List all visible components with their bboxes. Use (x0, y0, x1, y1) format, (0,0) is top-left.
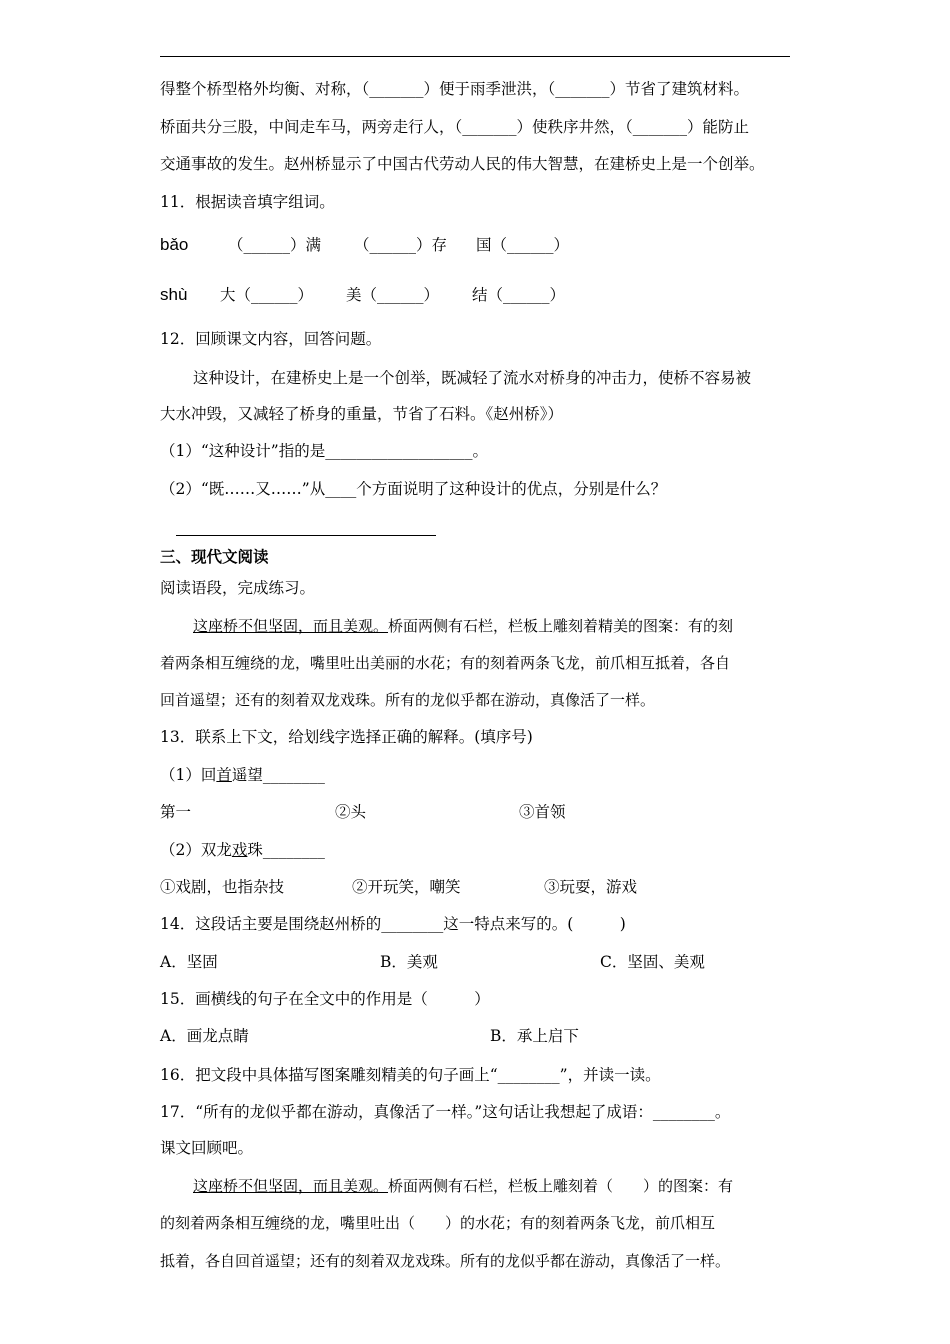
q13-1-option-3[interactable]: ③首领 (519, 803, 566, 821)
q15-option-a[interactable]: A．画龙点睛 (160, 1027, 249, 1045)
q13-1-option-2[interactable]: ②头 (335, 803, 367, 821)
q13-2-option-1[interactable]: ①戏剧，也指杂技 (160, 878, 285, 896)
q15-title: 15．画横线的句子在全文中的作用是（ ） (160, 990, 490, 1008)
q14-option-a[interactable]: A．坚固 (160, 953, 218, 971)
reading-passage-line-2: 着两条相互缠绕的龙，嘴里吐出美丽的水花；有的刻着两条飞龙，前爪相互抵着，各自 (160, 654, 731, 672)
q12-passage-line-2: 大水冲毁，又减轻了桥身的重量，节省了石料。《赵州桥》） (160, 405, 564, 423)
q13-1-option-1[interactable]: 第一 (160, 803, 192, 821)
passage-line-1: 得整个桥型格外均衡、对称，（_______）便于雨季泄洪，（_______）节省了建筑材料。 (160, 80, 750, 98)
q12-answer-line[interactable] (176, 535, 436, 536)
q12-passage-line-1: 这种设计，在建桥史上是一个创举，既减轻了流水对桥身的冲击力，使桥不容易被 (193, 369, 752, 387)
review-underlined-sentence: 这座桥不但坚固，而且美观。 (193, 1177, 389, 1195)
q11-bao-blank-1[interactable]: （______）满 (228, 236, 322, 254)
q11-shu-blank-2[interactable]: 美（______） (346, 286, 440, 304)
q11-bao-blank-2[interactable]: （______）存 (354, 236, 448, 254)
q11-bao-blank-3[interactable]: 国（______） (476, 236, 570, 254)
review-passage-line-3: 抵着，各自回首遥望；还有的刻着双龙戏珠。所有的龙似乎都在游动，真像活了一样。 (160, 1252, 731, 1270)
q14-title: 14．这段话主要是围绕赵州桥的________这一特点来写的。( ) (160, 915, 626, 933)
q12-subquestion-1[interactable]: （1）“这种设计”指的是___________________。 (160, 442, 488, 460)
q12-title: 12．回顾课文内容，回答问题。 (160, 330, 382, 348)
passage-line-3: 交通事故的发生。赵州桥显示了中国古代劳动人民的伟大智慧，在建桥史上是一个创举。 (160, 155, 765, 173)
q16-title: 16．把文段中具体描写图案雕刻精美的句子画上“________”，并读一读。 (160, 1066, 661, 1084)
q11-shu-blank-3[interactable]: 结（______） (472, 286, 566, 304)
q13-2-option-2[interactable]: ②开玩笑，嘲笑 (352, 878, 461, 896)
q15-option-b[interactable]: B．承上启下 (490, 1027, 579, 1045)
q17-title: 17．“所有的龙似乎都在游动，真像活了一样。”这句话让我想起了成语：________。 (160, 1103, 731, 1121)
underlined-sentence: 这座桥不但坚固，而且美观。 (193, 617, 389, 635)
q13-2-option-3[interactable]: ③玩耍，游戏 (544, 878, 638, 896)
q13-subquestion-2[interactable]: （2）双龙戏珠________ (160, 841, 325, 859)
header-rule (160, 56, 790, 57)
q11-title: 11．根据读音填字组词。 (160, 193, 335, 211)
review-passage-line-2: 的刻着两条相互缠绕的龙，嘴里吐出（ ）的水花；有的刻着两条飞龙，前爪相互 (160, 1214, 716, 1232)
q12-subquestion-2[interactable]: （2）“既……又……”从____个方面说明了这种设计的优点，分别是什么？ (160, 480, 667, 498)
reading-passage-line-1: 这座桥不但坚固，而且美观。桥面两侧有石栏，栏板上雕刻着精美的图案：有的刻 (193, 617, 734, 635)
q11-pinyin-shu: shù (160, 285, 188, 304)
q13-title: 13．联系上下文，给划线字选择正确的解释。(填序号) (160, 728, 533, 746)
review-passage-line-1: 这座桥不但坚固，而且美观。桥面两侧有石栏，栏板上雕刻着（ ）的图案：有 (193, 1177, 734, 1195)
section-heading: 三、现代文阅读 (160, 547, 269, 566)
q14-option-c[interactable]: C．坚固、美观 (600, 953, 705, 971)
passage-line-2: 桥面共分三股，中间走车马，两旁走行人，（_______）使秩序井然，（_______）能防止 (160, 118, 750, 136)
q13-subquestion-1[interactable]: （1）回首遥望________ (160, 766, 325, 784)
reading-passage-line-3: 回首遥望；还有的刻着双龙戏珠。所有的龙似乎都在游动，真像活了一样。 (160, 691, 656, 709)
q14-option-b[interactable]: B．美观 (380, 953, 438, 971)
q11-shu-blank-1[interactable]: 大（______） (220, 286, 314, 304)
q17-review: 课文回顾吧。 (160, 1139, 254, 1157)
section-intro: 阅读语段，完成练习。 (160, 579, 316, 597)
q11-pinyin-bao: bǎo (160, 235, 189, 254)
